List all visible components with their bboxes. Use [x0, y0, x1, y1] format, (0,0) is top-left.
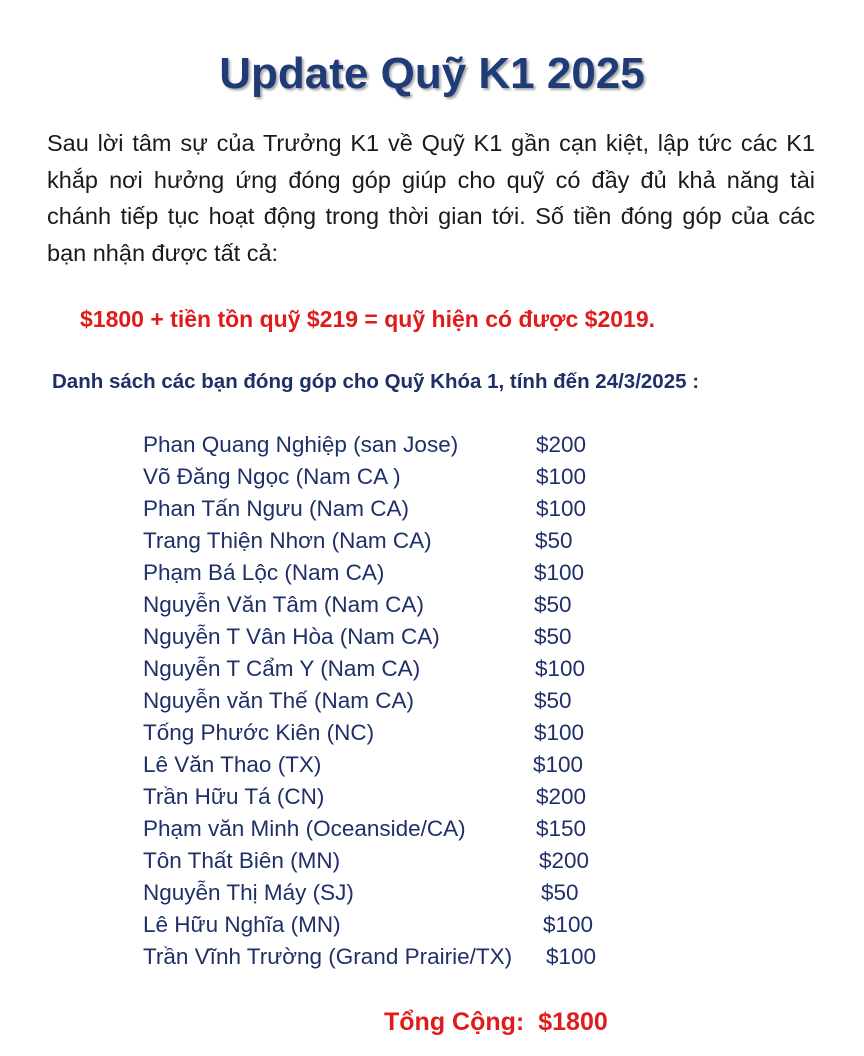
donor-amount: $100 [535, 656, 586, 681]
donor-amount: $150 [536, 816, 587, 841]
donor-name: Phan Quang Nghiệp (san Jose) [143, 432, 459, 457]
donor-row [0, 909, 864, 941]
donor-row [0, 781, 864, 813]
donor-name: Nguyễn văn Thế (Nam CA) [143, 688, 414, 713]
page-title: Update Quỹ K1 2025 [219, 49, 645, 98]
donor-row [0, 557, 864, 589]
donor-amount: $200 [536, 784, 587, 809]
total-amount: $1800 [538, 1008, 608, 1036]
donor-name: Nguyễn Thị Máy (SJ) [143, 880, 354, 905]
donor-amount: $100 [536, 496, 587, 521]
donor-amount: $50 [535, 528, 573, 553]
donor-amount: $100 [536, 464, 587, 489]
donor-amount: $100 [546, 944, 597, 969]
donor-name: Nguyễn Văn Tâm (Nam CA) [143, 592, 424, 617]
donor-row [0, 717, 864, 749]
donor-row [0, 653, 864, 685]
donor-name: Lê Hữu Nghĩa (MN) [143, 912, 341, 937]
total-line [384, 1004, 608, 1040]
donor-name: Tống Phước Kiên (NC) [143, 720, 375, 745]
donor-row [0, 525, 864, 557]
donor-name: Phạm Bá Lộc (Nam CA) [143, 560, 385, 585]
donor-amount: $50 [534, 624, 572, 649]
donor-row [0, 493, 864, 525]
donor-amount: $50 [541, 880, 579, 905]
donor-name: Nguyễn T Cẩm Y (Nam CA) [143, 656, 421, 681]
donor-amount: $100 [534, 560, 585, 585]
donor-amount: $100 [533, 752, 584, 777]
donor-list-heading: Danh sách các bạn đóng góp cho Quỹ Khóa 1, tính đến 24/3/2025 : [52, 370, 700, 393]
intro-paragraph: Sau lời tâm sự của Trưởng K1 về Quỹ K1 gần cạn kiệt, lập tức các K1 khắp nơi hưởng ứng đóng góp giúp cho quỹ có đầy đủ khả năng tài chánh tiếp tục hoạt động trong thời gian tới. Số tiền đóng góp của các bạn nhận được tất cả: [47, 130, 815, 266]
donor-amount: $200 [539, 848, 590, 873]
donor-row [0, 813, 864, 845]
donor-amount: $50 [534, 688, 572, 713]
donor-row [0, 429, 864, 461]
donor-list [0, 429, 864, 973]
donor-name: Trần Vĩnh Trường (Grand Prairie/TX) [143, 944, 513, 969]
donor-name: Trang Thiện Nhơn (Nam CA) [143, 528, 432, 553]
donor-name: Nguyễn T Vân Hòa (Nam CA) [143, 624, 440, 649]
donor-row [0, 845, 864, 877]
donor-row [0, 461, 864, 493]
donor-name: Trần Hữu Tá (CN) [143, 784, 325, 809]
donor-row [0, 685, 864, 717]
donor-name: Phạm văn Minh (Oceanside/CA) [143, 816, 466, 841]
donor-row [0, 877, 864, 909]
donor-name: Lê Văn Thao (TX) [143, 752, 322, 777]
donor-amount: $200 [536, 432, 587, 457]
fund-formula: $1800 + tiền tồn quỹ $219 = quỹ hiện có được $2019. [80, 306, 656, 332]
donor-name: Tôn Thất Biên (MN) [143, 848, 341, 873]
donor-row [0, 941, 864, 973]
donor-name: Võ Đăng Ngọc (Nam CA ) [143, 464, 401, 489]
donor-amount: $50 [534, 592, 572, 617]
donor-row [0, 621, 864, 653]
donor-row [0, 749, 864, 781]
donor-name: Phan Tấn Ngưu (Nam CA) [143, 496, 410, 521]
total-label: Tổng Cộng: [384, 1008, 525, 1036]
donor-row [0, 589, 864, 621]
donor-amount: $100 [534, 720, 585, 745]
donor-amount: $100 [543, 912, 594, 937]
